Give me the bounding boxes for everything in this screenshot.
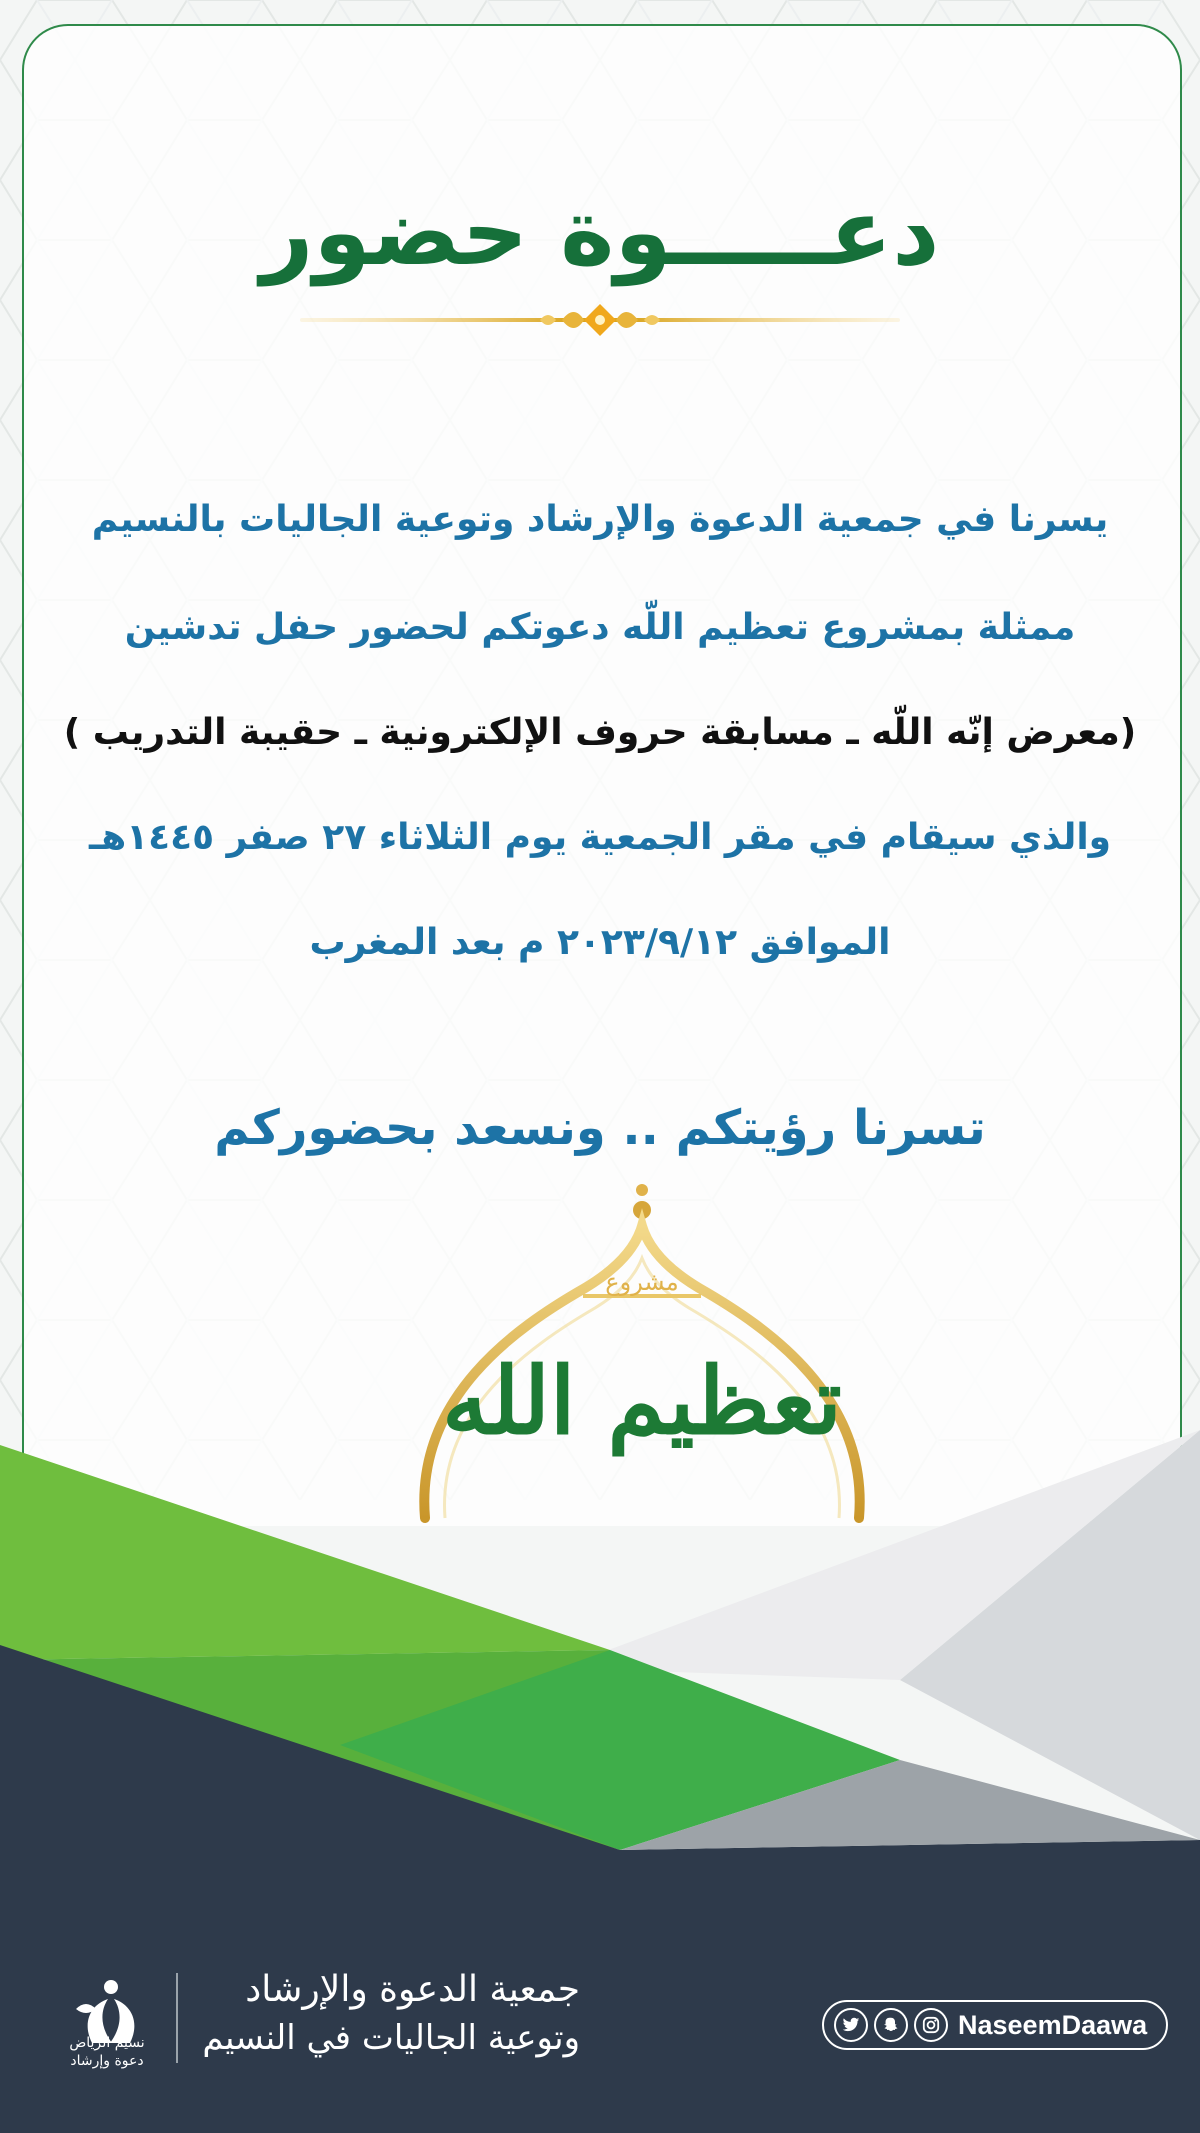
invitation-title: دعـــــوة حضور bbox=[260, 179, 940, 286]
invitation-line-4: والذي سيقام في مقر الجمعية يوم الثلاثاء ٢٧ صفر ١٤٤٥هـ bbox=[88, 817, 1112, 858]
invitation-line-3: (معرض إنّه اللّه ـ مسابقة حروف الإلكترونية ـ حقيبة التدريب ) bbox=[63, 712, 1137, 753]
invitation-line-2: ممثلة بمشروع تعظيم اللّه دعوتكم لحضور حفل تدشين bbox=[124, 607, 1076, 648]
organization-mark-line-2: دعوة وإرشاد bbox=[70, 2053, 144, 2069]
invitation-line-5: الموافق ٢٠٢٣/٩/١٢ م بعد المغرب bbox=[309, 922, 891, 963]
footer-divider bbox=[176, 1973, 178, 2063]
social-handle-pill[interactable] bbox=[822, 2000, 1168, 2050]
organization-name-line-2: وتوعية الجاليات في النسيم bbox=[202, 2018, 580, 2058]
logo-calligraphy: تعظيم الله bbox=[442, 1347, 842, 1455]
invitation-line-1: يسرنا في جمعية الدعوة والإرشاد وتوعية الجاليات بالنسيم bbox=[91, 499, 1109, 540]
organization-block bbox=[48, 1955, 580, 2075]
twitter-icon[interactable] bbox=[834, 2008, 868, 2042]
snapchat-icon[interactable] bbox=[874, 2008, 908, 2042]
organization-mark-line-1: نسيم الرياض bbox=[69, 2035, 145, 2051]
logo-label-top: مشروع bbox=[605, 1268, 679, 1296]
gold-ornament-divider bbox=[300, 298, 900, 342]
closing-message: تسرنا رؤيتكم .. ونسعد بحضوركم bbox=[214, 1100, 986, 1156]
organization-name-line-1: جمعية الدعوة والإرشاد bbox=[245, 1969, 580, 2010]
instagram-icon[interactable] bbox=[914, 2008, 948, 2042]
social-handle-text[interactable]: NaseemDaawa bbox=[958, 2009, 1148, 2040]
